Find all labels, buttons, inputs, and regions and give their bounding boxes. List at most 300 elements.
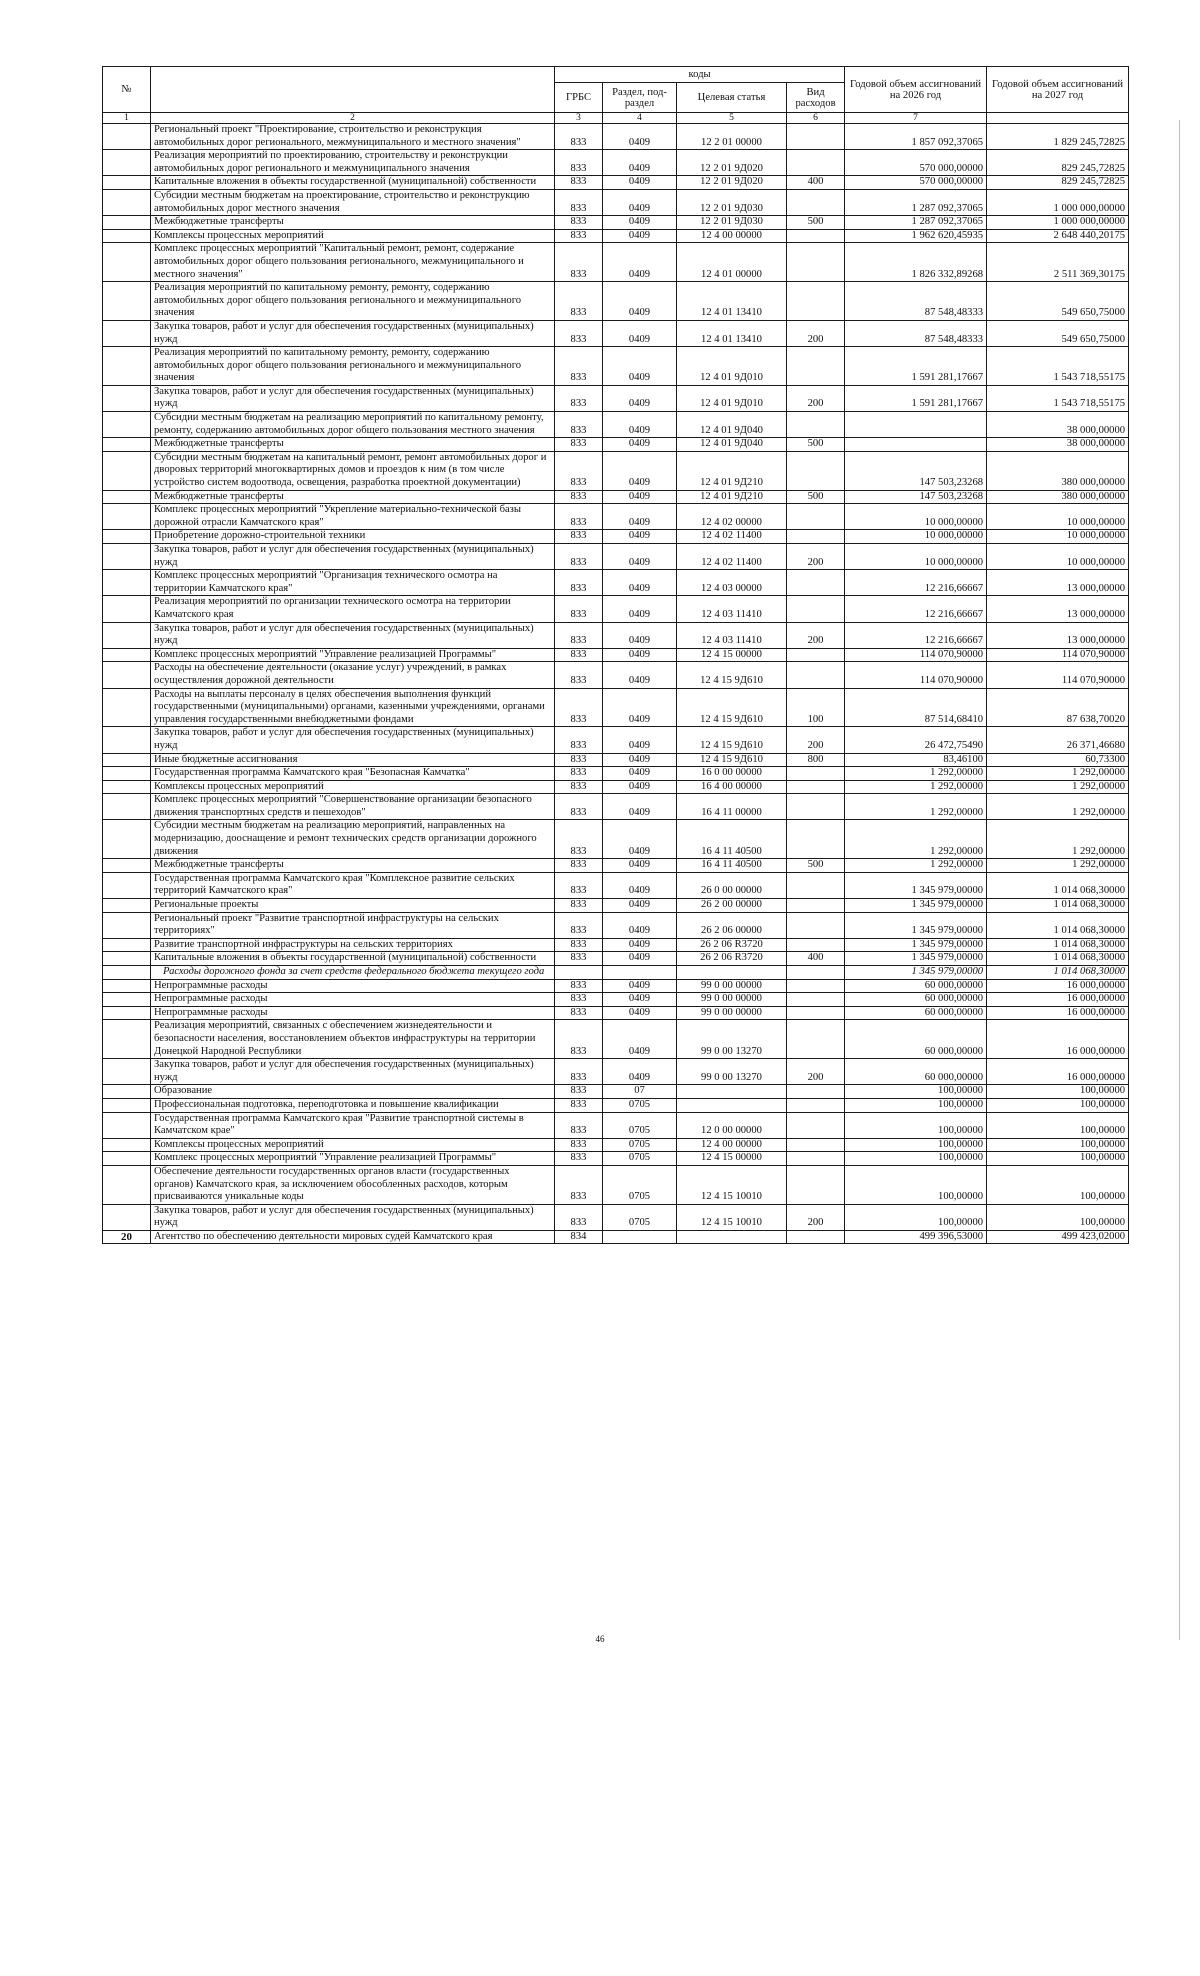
table-row [103, 1006, 1129, 1020]
row-razdel: 0705 [603, 1098, 677, 1112]
row-target-article: 12 4 01 9Д010 [677, 385, 787, 411]
table-row [103, 490, 1129, 504]
row-expense-type: 500 [787, 490, 845, 504]
row-expense-type [787, 780, 845, 794]
table-row [103, 596, 1129, 622]
row-amount-2027: 100,00000 [987, 1152, 1129, 1166]
row-name: Капитальные вложения в объекты государственной (муниципальной) собственности [151, 176, 555, 190]
row-target-article: 12 4 01 13410 [677, 282, 787, 321]
row-grbs: 833 [555, 794, 603, 820]
row-amount-2027: 1 000 000,00000 [987, 216, 1129, 230]
row-grbs: 833 [555, 282, 603, 321]
row-name: Межбюджетные трансферты [151, 490, 555, 504]
table-row [103, 1230, 1129, 1244]
row-grbs: 833 [555, 347, 603, 386]
colnum-5: 5 [677, 113, 787, 124]
row-num [103, 899, 151, 913]
row-num [103, 648, 151, 662]
row-razdel: 0409 [603, 282, 677, 321]
row-expense-type [787, 229, 845, 243]
row-razdel: 0409 [603, 780, 677, 794]
row-name: Межбюджетные трансферты [151, 438, 555, 452]
row-grbs: 833 [555, 385, 603, 411]
row-amount-2027: 114 070,90000 [987, 662, 1129, 688]
row-razdel: 0409 [603, 216, 677, 230]
row-expense-type [787, 912, 845, 938]
row-expense-type [787, 150, 845, 176]
table-row [103, 1138, 1129, 1152]
row-amount-2027: 26 371,46680 [987, 727, 1129, 753]
table-row [103, 952, 1129, 966]
row-target-article: 12 2 01 00000 [677, 124, 787, 150]
row-amount-2026: 1 292,00000 [845, 820, 987, 859]
table-row [103, 820, 1129, 859]
row-razdel [603, 1230, 677, 1244]
row-razdel: 0409 [603, 727, 677, 753]
row-grbs: 833 [555, 1138, 603, 1152]
row-amount-2027: 380 000,00000 [987, 451, 1129, 490]
row-grbs: 833 [555, 899, 603, 913]
row-name: Расходы дорожного фонда за счет средств федерального бюджета текущего года [151, 966, 555, 980]
row-target-article: 12 4 01 9Д040 [677, 412, 787, 438]
row-expense-type [787, 1165, 845, 1204]
table-row [103, 216, 1129, 230]
row-amount-2026: 12 216,66667 [845, 622, 987, 648]
row-target-article: 12 4 02 00000 [677, 504, 787, 530]
row-grbs: 833 [555, 688, 603, 727]
row-razdel: 0409 [603, 596, 677, 622]
table-row [103, 451, 1129, 490]
row-num [103, 176, 151, 190]
row-amount-2027: 1 543 718,55175 [987, 385, 1129, 411]
row-amount-2027: 1 014 068,30000 [987, 966, 1129, 980]
row-name: Закупка товаров, работ и услуг для обеспечения государственных (муниципальных) нужд [151, 1204, 555, 1230]
row-amount-2027: 10 000,00000 [987, 530, 1129, 544]
row-grbs: 833 [555, 662, 603, 688]
row-target-article: 12 4 15 9Д610 [677, 727, 787, 753]
row-razdel: 0409 [603, 767, 677, 781]
row-amount-2026 [845, 412, 987, 438]
row-amount-2027: 1 292,00000 [987, 820, 1129, 859]
row-target-article [677, 1085, 787, 1099]
row-grbs: 833 [555, 412, 603, 438]
row-razdel: 0409 [603, 952, 677, 966]
row-name: Образование [151, 1085, 555, 1099]
budget-document [102, 66, 1128, 1244]
row-target-article [677, 1230, 787, 1244]
row-name: Капитальные вложения в объекты государственной (муниципальной) собственности [151, 952, 555, 966]
row-amount-2026: 87 548,48333 [845, 320, 987, 346]
row-amount-2026: 100,00000 [845, 1165, 987, 1204]
table-row [103, 780, 1129, 794]
row-target-article: 12 2 01 9Д020 [677, 150, 787, 176]
row-expense-type [787, 347, 845, 386]
row-amount-2027: 380 000,00000 [987, 490, 1129, 504]
row-num [103, 530, 151, 544]
row-razdel: 0409 [603, 979, 677, 993]
row-amount-2026: 12 216,66667 [845, 596, 987, 622]
row-expense-type [787, 979, 845, 993]
row-expense-type [787, 282, 845, 321]
row-target-article: 99 0 00 13270 [677, 1020, 787, 1059]
row-amount-2026: 60 000,00000 [845, 1020, 987, 1059]
row-razdel: 0409 [603, 490, 677, 504]
row-razdel: 0409 [603, 899, 677, 913]
row-target-article: 16 4 00 00000 [677, 780, 787, 794]
table-row [103, 229, 1129, 243]
row-name: Закупка товаров, работ и услуг для обеспечения государственных (муниципальных) нужд [151, 385, 555, 411]
row-target-article: 12 4 03 11410 [677, 622, 787, 648]
row-razdel: 0409 [603, 688, 677, 727]
row-grbs: 833 [555, 938, 603, 952]
row-amount-2026: 1 292,00000 [845, 780, 987, 794]
row-expense-type [787, 412, 845, 438]
row-name: Комплекс процессных мероприятий "Капитальный ремонт, ремонт, содержание автомобильных дорог общего пользования регионального, межмуниципального и местного значения" [151, 243, 555, 282]
row-amount-2026: 1 345 979,00000 [845, 899, 987, 913]
row-expense-type [787, 1085, 845, 1099]
row-amount-2026: 1 345 979,00000 [845, 872, 987, 898]
row-num [103, 952, 151, 966]
row-expense-type: 200 [787, 1204, 845, 1230]
row-grbs: 833 [555, 753, 603, 767]
row-razdel: 0409 [603, 530, 677, 544]
row-num [103, 347, 151, 386]
row-name: Закупка товаров, работ и услуг для обеспечения государственных (муниципальных) нужд [151, 320, 555, 346]
row-amount-2027: 13 000,00000 [987, 596, 1129, 622]
row-razdel: 0409 [603, 859, 677, 873]
row-expense-type [787, 899, 845, 913]
row-amount-2026: 1 345 979,00000 [845, 912, 987, 938]
row-target-article: 12 4 15 00000 [677, 648, 787, 662]
row-amount-2026: 10 000,00000 [845, 504, 987, 530]
row-num [103, 993, 151, 1007]
row-target-article: 12 4 03 00000 [677, 570, 787, 596]
row-amount-2027: 1 829 245,72825 [987, 124, 1129, 150]
row-expense-type [787, 124, 845, 150]
row-name: Закупка товаров, работ и услуг для обеспечения государственных (муниципальных) нужд [151, 544, 555, 570]
row-num [103, 596, 151, 622]
row-amount-2027: 114 070,90000 [987, 648, 1129, 662]
row-amount-2027: 87 638,70020 [987, 688, 1129, 727]
row-expense-type [787, 1152, 845, 1166]
row-num [103, 412, 151, 438]
row-grbs: 833 [555, 1085, 603, 1099]
row-name: Комплексы процессных мероприятий [151, 1138, 555, 1152]
table-row [103, 648, 1129, 662]
row-num: 20 [103, 1230, 151, 1244]
row-amount-2026: 1 857 092,37065 [845, 124, 987, 150]
row-grbs: 833 [555, 993, 603, 1007]
row-grbs: 833 [555, 727, 603, 753]
row-razdel: 0409 [603, 176, 677, 190]
table-row [103, 1085, 1129, 1099]
row-num [103, 688, 151, 727]
row-name: Расходы на обеспечение деятельности (оказание услуг) учреждений, в рамках осуществления дорожной деятельности [151, 662, 555, 688]
row-grbs: 833 [555, 979, 603, 993]
row-target-article: 99 0 00 00000 [677, 979, 787, 993]
row-name: Межбюджетные трансферты [151, 859, 555, 873]
header-grbs: ГРБС [555, 83, 603, 113]
row-amount-2026: 60 000,00000 [845, 1006, 987, 1020]
row-num [103, 229, 151, 243]
table-row [103, 1059, 1129, 1085]
row-expense-type: 200 [787, 544, 845, 570]
row-num [103, 1085, 151, 1099]
colnum-4: 4 [603, 113, 677, 124]
row-num [103, 490, 151, 504]
row-expense-type: 200 [787, 1059, 845, 1085]
table-row [103, 570, 1129, 596]
row-amount-2027: 2 511 369,30175 [987, 243, 1129, 282]
row-amount-2027: 100,00000 [987, 1085, 1129, 1099]
table-row [103, 243, 1129, 282]
row-grbs: 833 [555, 622, 603, 648]
row-amount-2027: 1 292,00000 [987, 780, 1129, 794]
row-num [103, 753, 151, 767]
row-expense-type: 200 [787, 622, 845, 648]
row-num [103, 938, 151, 952]
row-amount-2027: 16 000,00000 [987, 1059, 1129, 1085]
row-amount-2026: 83,46100 [845, 753, 987, 767]
row-grbs: 833 [555, 176, 603, 190]
row-amount-2027: 38 000,00000 [987, 438, 1129, 452]
row-expense-type [787, 530, 845, 544]
row-amount-2026: 1 345 979,00000 [845, 952, 987, 966]
table-row [103, 688, 1129, 727]
table-row [103, 753, 1129, 767]
row-amount-2026: 100,00000 [845, 1204, 987, 1230]
row-amount-2026: 100,00000 [845, 1138, 987, 1152]
row-grbs: 833 [555, 216, 603, 230]
row-name: Межбюджетные трансферты [151, 216, 555, 230]
table-row [103, 282, 1129, 321]
row-expense-type: 500 [787, 216, 845, 230]
row-target-article: 12 4 15 9Д610 [677, 662, 787, 688]
row-grbs: 833 [555, 820, 603, 859]
row-target-article [677, 1098, 787, 1112]
row-num [103, 662, 151, 688]
row-amount-2026: 1 292,00000 [845, 767, 987, 781]
row-grbs: 833 [555, 544, 603, 570]
row-expense-type [787, 794, 845, 820]
row-amount-2027: 1 014 068,30000 [987, 872, 1129, 898]
row-razdel: 0409 [603, 753, 677, 767]
row-num [103, 859, 151, 873]
row-name: Региональный проект "Проектирование, строительство и реконструкция автомобильных дорог регионального, межмуниципального и местного значения" [151, 124, 555, 150]
row-razdel: 0409 [603, 622, 677, 648]
row-grbs: 833 [555, 596, 603, 622]
row-expense-type [787, 1006, 845, 1020]
header-razdel: Раздел, под-раздел [603, 83, 677, 113]
row-num [103, 216, 151, 230]
row-amount-2026: 12 216,66667 [845, 570, 987, 596]
row-expense-type [787, 451, 845, 490]
row-expense-type: 200 [787, 727, 845, 753]
row-num [103, 243, 151, 282]
row-name: Обеспечение деятельности государственных органов власти (государственных органов) Камчатского края, за исключением обособленных расходов, которым присваиваются уникальные коды [151, 1165, 555, 1204]
row-razdel: 0409 [603, 872, 677, 898]
row-amount-2027: 1 292,00000 [987, 767, 1129, 781]
row-num [103, 1152, 151, 1166]
row-name: Иные бюджетные ассигнования [151, 753, 555, 767]
row-grbs: 833 [555, 243, 603, 282]
row-amount-2026: 1 287 092,37065 [845, 216, 987, 230]
row-grbs: 833 [555, 780, 603, 794]
row-num [103, 1020, 151, 1059]
row-razdel: 0409 [603, 229, 677, 243]
row-amount-2027: 1 014 068,30000 [987, 899, 1129, 913]
row-name: Субсидии местным бюджетам на проектирование, строительство и реконструкцию автомобильных дорог местного значения [151, 189, 555, 215]
row-grbs: 833 [555, 912, 603, 938]
row-expense-type [787, 1230, 845, 1244]
row-amount-2027: 60,73300 [987, 753, 1129, 767]
row-name: Приобретение дорожно-строительной техники [151, 530, 555, 544]
row-target-article: 12 2 01 9Д030 [677, 189, 787, 215]
colnum-7: 7 [845, 113, 987, 124]
row-name: Реализация мероприятий по организации технического осмотра на территории Камчатского края [151, 596, 555, 622]
row-grbs: 833 [555, 320, 603, 346]
row-name: Реализация мероприятий по капитальному ремонту, ремонту, содержанию автомобильных дорог общего пользования регионального и межмуниципального значения [151, 282, 555, 321]
row-amount-2026: 87 548,48333 [845, 282, 987, 321]
row-razdel: 0409 [603, 993, 677, 1007]
row-amount-2027: 100,00000 [987, 1165, 1129, 1204]
row-amount-2026: 1 962 620,45935 [845, 229, 987, 243]
row-expense-type [787, 570, 845, 596]
table-body [103, 124, 1129, 1244]
row-grbs [555, 966, 603, 980]
row-expense-type: 100 [787, 688, 845, 727]
row-target-article: 26 2 06 00000 [677, 912, 787, 938]
row-target-article: 12 4 02 11400 [677, 530, 787, 544]
header-tselevaya: Целевая статья [677, 83, 787, 113]
row-target-article [677, 966, 787, 980]
row-num [103, 320, 151, 346]
row-num [103, 1165, 151, 1204]
table-row [103, 1204, 1129, 1230]
row-expense-type [787, 243, 845, 282]
row-target-article: 12 4 15 9Д610 [677, 753, 787, 767]
table-row [103, 727, 1129, 753]
row-razdel: 0409 [603, 504, 677, 530]
colnum-1: 1 [103, 113, 151, 124]
row-amount-2026: 1 345 979,00000 [845, 938, 987, 952]
row-target-article: 26 0 00 00000 [677, 872, 787, 898]
row-grbs: 833 [555, 189, 603, 215]
row-razdel: 0409 [603, 570, 677, 596]
row-target-article: 12 2 01 9Д020 [677, 176, 787, 190]
row-amount-2027: 10 000,00000 [987, 504, 1129, 530]
row-target-article: 12 4 01 00000 [677, 243, 787, 282]
row-name: Комплексы процессных мероприятий [151, 229, 555, 243]
row-razdel: 0705 [603, 1204, 677, 1230]
row-expense-type [787, 648, 845, 662]
table-row [103, 544, 1129, 570]
colnum-6: 6 [787, 113, 845, 124]
row-name: Непрограммные расходы [151, 979, 555, 993]
table-row [103, 530, 1129, 544]
row-amount-2027: 499 423,02000 [987, 1230, 1129, 1244]
row-expense-type [787, 767, 845, 781]
row-razdel [603, 966, 677, 980]
row-name: Субсидии местным бюджетам на реализацию мероприятий, направленных на модернизацию, дооснащение и ремонт технических средств организации дорожного движения [151, 820, 555, 859]
row-num [103, 385, 151, 411]
row-name: Закупка товаров, работ и услуг для обеспечения государственных (муниципальных) нужд [151, 622, 555, 648]
scan-edge-line [1179, 120, 1180, 1640]
row-expense-type [787, 938, 845, 952]
row-num [103, 124, 151, 150]
row-amount-2026: 60 000,00000 [845, 979, 987, 993]
row-razdel: 0409 [603, 150, 677, 176]
row-expense-type [787, 1098, 845, 1112]
row-target-article: 99 0 00 00000 [677, 993, 787, 1007]
row-amount-2026: 1 591 281,17667 [845, 347, 987, 386]
row-expense-type [787, 820, 845, 859]
row-amount-2027: 13 000,00000 [987, 570, 1129, 596]
row-amount-2026: 10 000,00000 [845, 530, 987, 544]
row-grbs: 833 [555, 438, 603, 452]
row-target-article: 26 2 06 R3720 [677, 938, 787, 952]
row-expense-type: 500 [787, 438, 845, 452]
row-grbs: 833 [555, 1112, 603, 1138]
row-razdel: 0409 [603, 189, 677, 215]
row-name: Реализация мероприятий по капитальному ремонту, ремонту, содержанию автомобильных дорог общего пользования регионального и межмуниципального значения [151, 347, 555, 386]
row-grbs: 833 [555, 859, 603, 873]
page-number: 46 [595, 1634, 605, 1644]
row-razdel: 0409 [603, 1059, 677, 1085]
row-expense-type [787, 966, 845, 980]
row-amount-2027: 38 000,00000 [987, 412, 1129, 438]
row-target-article: 12 4 02 11400 [677, 544, 787, 570]
row-name: Региональный проект "Развитие транспортной инфраструктуры на сельских территориях" [151, 912, 555, 938]
row-amount-2027: 829 245,72825 [987, 150, 1129, 176]
colnum-2: 2 [151, 113, 555, 124]
row-expense-type [787, 596, 845, 622]
row-razdel: 0705 [603, 1112, 677, 1138]
row-grbs: 834 [555, 1230, 603, 1244]
row-expense-type [787, 993, 845, 1007]
row-razdel: 0409 [603, 347, 677, 386]
table-row [103, 347, 1129, 386]
row-expense-type [787, 662, 845, 688]
row-target-article: 16 4 11 40500 [677, 820, 787, 859]
row-target-article: 99 0 00 13270 [677, 1059, 787, 1085]
table-row [103, 912, 1129, 938]
row-name: Закупка товаров, работ и услуг для обеспечения государственных (муниципальных) нужд [151, 727, 555, 753]
row-amount-2027: 100,00000 [987, 1112, 1129, 1138]
header-num: № [103, 67, 151, 113]
row-razdel: 0705 [603, 1138, 677, 1152]
row-target-article: 12 4 15 10010 [677, 1165, 787, 1204]
row-amount-2027: 13 000,00000 [987, 622, 1129, 648]
row-num [103, 1059, 151, 1085]
row-amount-2026: 100,00000 [845, 1098, 987, 1112]
row-expense-type: 200 [787, 320, 845, 346]
row-amount-2027: 1 000 000,00000 [987, 189, 1129, 215]
row-amount-2026: 100,00000 [845, 1112, 987, 1138]
row-amount-2026: 26 472,75490 [845, 727, 987, 753]
table-row [103, 150, 1129, 176]
budget-table [102, 66, 1129, 1244]
row-num [103, 438, 151, 452]
row-grbs: 833 [555, 229, 603, 243]
row-razdel: 0409 [603, 648, 677, 662]
row-target-article: 16 4 11 00000 [677, 794, 787, 820]
row-grbs: 833 [555, 150, 603, 176]
header-2026: Годовой объем ассигнований на 2026 год [845, 67, 987, 113]
row-grbs: 833 [555, 124, 603, 150]
row-grbs: 833 [555, 490, 603, 504]
row-razdel: 0409 [603, 412, 677, 438]
